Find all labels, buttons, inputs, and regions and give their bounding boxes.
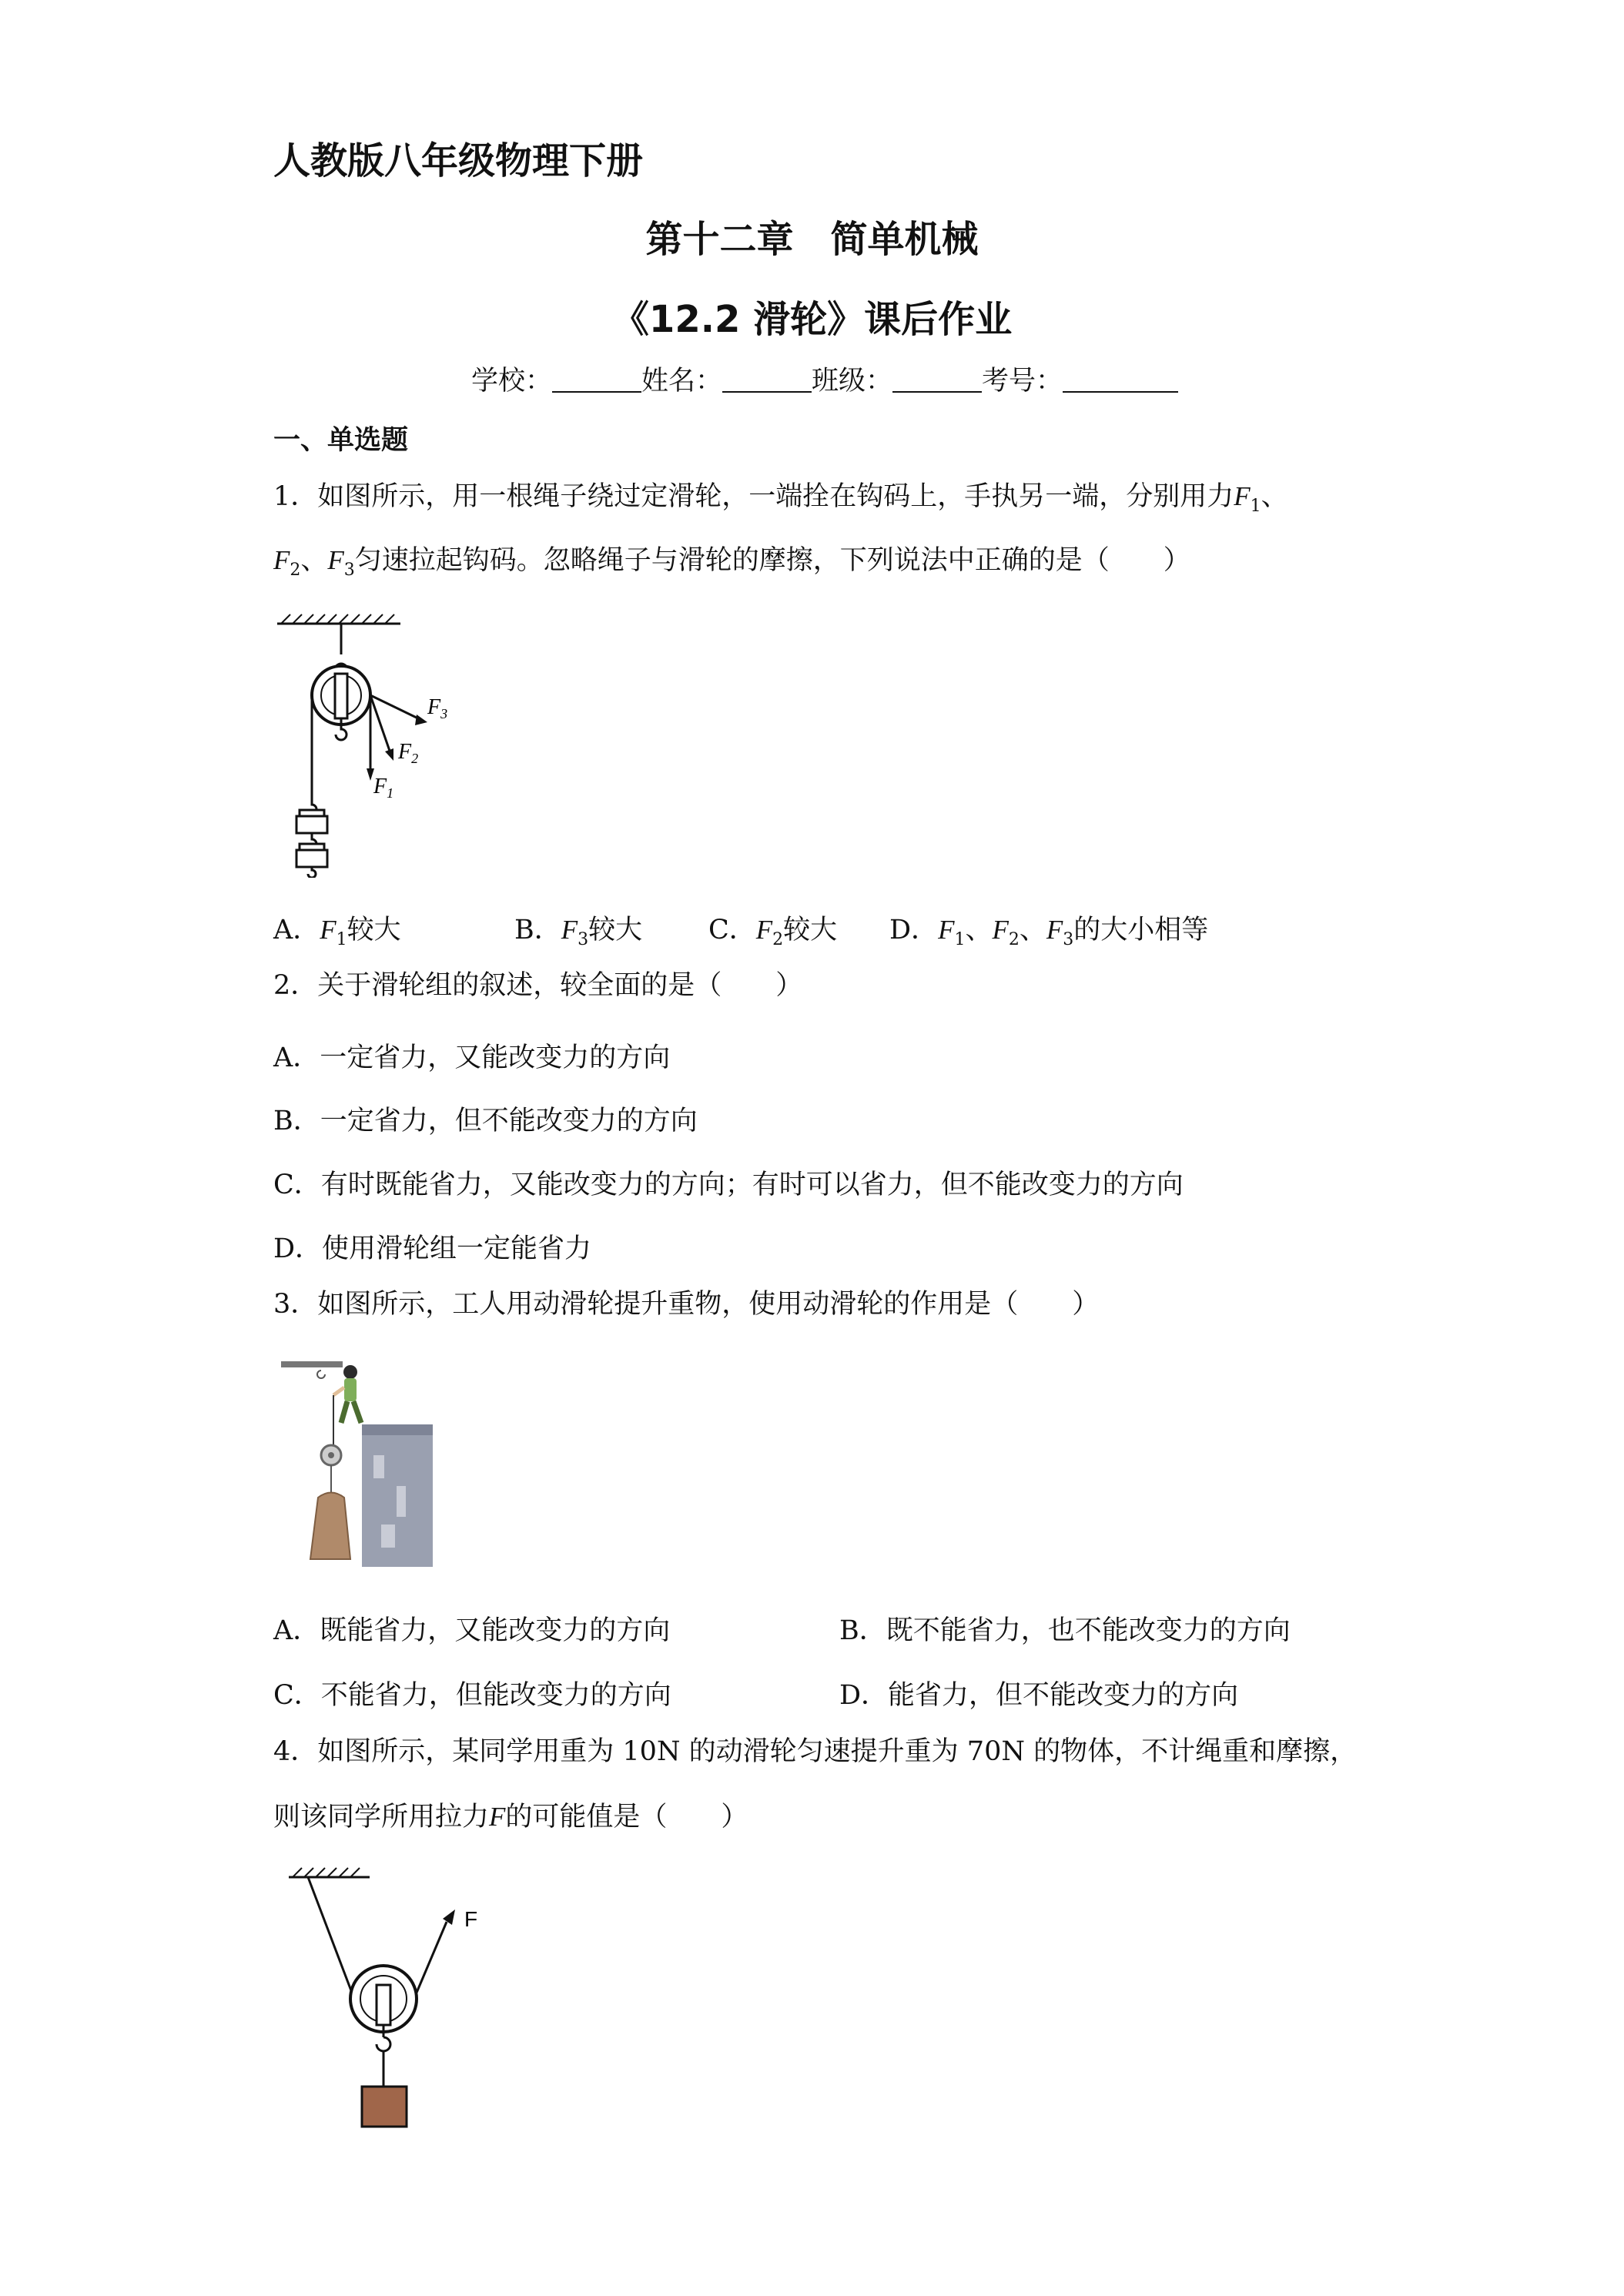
fixed-pulley-figure bbox=[273, 608, 474, 878]
q1-line2: $F_2$、$F_3$匀速拉起钩码。忽略绳子与滑轮的摩擦，下列说法中正确的是（ ） bbox=[273, 545, 1190, 580]
name-blank[interactable] bbox=[722, 368, 812, 393]
q3-option-c[interactable]: C．不能省力，但能改变力的方向 bbox=[273, 1680, 671, 1711]
q3-option-d[interactable]: D．能省力，但不能改变力的方向 bbox=[839, 1680, 1239, 1711]
q3-option-b[interactable]: B．既不能省力，也不能改变力的方向 bbox=[839, 1615, 1291, 1646]
q2-option-c[interactable]: C．有时既能省力，又能改变力的方向；有时可以省力，但不能改变力的方向 bbox=[273, 1170, 1184, 1200]
force-label-f1: $F_1$ bbox=[373, 775, 394, 801]
number-blank[interactable] bbox=[1063, 368, 1178, 393]
q4-line1: 4．如图所示，某同学用重为 10N 的动滑轮匀速提升重为 70N 的物体，不计绳重和摩擦， bbox=[273, 1736, 1358, 1767]
force-label-f2: $F_2$ bbox=[398, 740, 419, 766]
worker-pulley-figure bbox=[273, 1355, 443, 1578]
q2-option-d[interactable]: D．使用滑轮组一定能省力 bbox=[273, 1233, 592, 1264]
q2-stem: 2．关于滑轮组的叙述，较全面的是（ ） bbox=[273, 970, 803, 1001]
chapter-title: 第十二章 简单机械 bbox=[645, 218, 979, 261]
student-info bbox=[471, 368, 1178, 395]
school-blank[interactable] bbox=[552, 368, 641, 393]
publisher-line: 人教版八年级物理下册 bbox=[273, 139, 644, 182]
q4-line2: 则该同学所用拉力F的可能值是（ ） bbox=[273, 1802, 748, 1832]
q2-option-b[interactable]: B．一定省力，但不能改变力的方向 bbox=[273, 1106, 698, 1136]
number-label: 考号： bbox=[982, 366, 1063, 397]
lesson-title: 《12.2 滑轮》课后作业 bbox=[611, 298, 1013, 341]
movable-pulley-figure bbox=[273, 1862, 504, 2185]
class-blank[interactable] bbox=[892, 368, 982, 393]
section-title: 一、单选题 bbox=[273, 425, 409, 456]
q1-option-d[interactable]: D．$F_1$、$F_2$、$F_3$的大小相等 bbox=[889, 915, 1209, 949]
q1-option-c[interactable]: C．$F_2$较大 bbox=[708, 915, 838, 949]
name-label: 姓名： bbox=[641, 366, 723, 397]
q1-option-a[interactable]: A．$F_1$较大 bbox=[273, 915, 401, 949]
force-label-f: F bbox=[464, 1907, 478, 1931]
class-label: 班级： bbox=[812, 366, 893, 397]
q3-stem: 3．如图所示，工人用动滑轮提升重物，使用动滑轮的作用是（ ） bbox=[273, 1289, 1100, 1320]
school-label: 学校： bbox=[471, 366, 553, 397]
q1-option-b[interactable]: B．$F_3$较大 bbox=[514, 915, 643, 949]
q1-line1: 1．如图所示，用一根绳子绕过定滑轮，一端拴在钩码上，手执另一端，分别用力$F_1$、 bbox=[273, 481, 1288, 516]
force-label-f3: $F_3$ bbox=[427, 695, 448, 721]
q3-option-a[interactable]: A．既能省力，又能改变力的方向 bbox=[273, 1615, 671, 1646]
q2-option-a[interactable]: A．一定省力，又能改变力的方向 bbox=[273, 1043, 671, 1073]
